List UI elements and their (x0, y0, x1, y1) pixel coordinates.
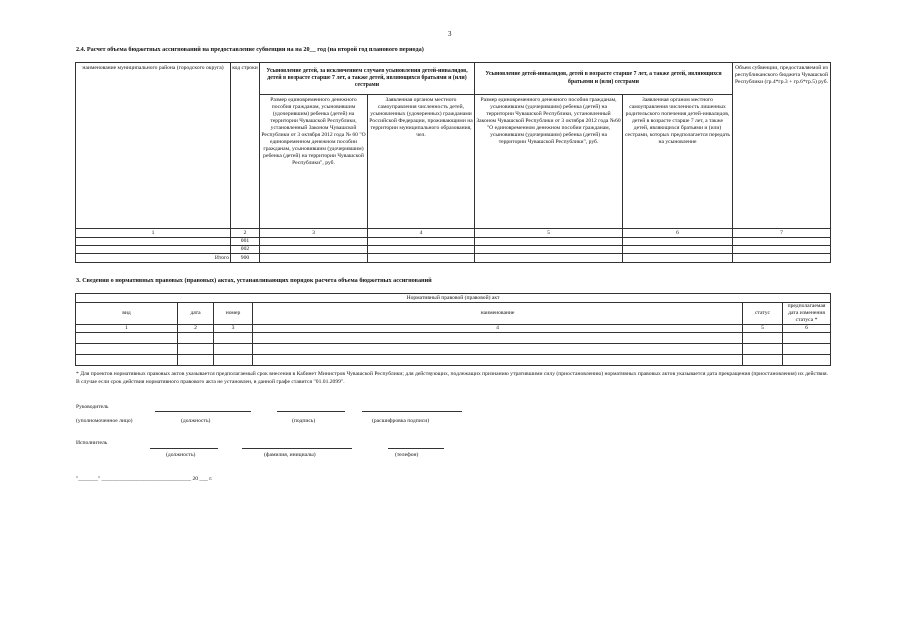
table-row (76, 238, 831, 246)
head-sub-label: (уполномоченное лицо) (76, 418, 133, 424)
col-total-header: Объем субвенции, предоставляемой из республиканского бюджета Чувашской Республики (гр.4*гр.3 + гр.6*гр.5) руб. (733, 63, 831, 229)
row-code: 900 (231, 254, 260, 263)
col-number: 3 (260, 229, 368, 238)
row-label: Итого (76, 254, 231, 263)
executor-label: Исполнитель (76, 440, 108, 446)
column-numbers-row (76, 324, 831, 332)
col-header: наименование (253, 303, 743, 325)
table-row (76, 343, 831, 354)
col-number: 7 (733, 229, 831, 238)
col-header: вид (76, 303, 178, 325)
section-2-4-title: 2.4. Расчет объема бюджетных ассигнований на предоставление субвенции на на 20__ год (на второй год планового периода) (76, 46, 424, 53)
executor-position-line (150, 448, 218, 449)
sub3-header: Размер единовременного денежного пособия гражданам, усыновившим (удочерившим) ребенка (детей) на территории Чувашской Республики, установленный Законом Чувашской Республики от 3 октября 2012 года № 60 "О единовременном денежном пособии гражданам, усыновившим (удочерившим) ребенка (детей) на территории Чувашской Республики", руб. (260, 95, 368, 229)
col-number: 5 (475, 229, 623, 238)
col-area-header: наименование муниципального района (городского округа) (76, 63, 231, 229)
footnote: * Для проектов нормативных правовых актов указывается предполагаемый срок внесения в Кабинет Министров Чувашской Республики; для действующих, подлежащих признанию утратившими силу (приостановлению) нормативных правовых актов указывается дата прекращения (приостановления) их действия. В случае если срок действия нормативного правового акта не установлен, в данной графе ставится "01.01.2099". (76, 371, 829, 386)
col-number: 1 (76, 229, 231, 238)
row-label (76, 238, 231, 246)
signature-line (277, 411, 345, 412)
act-header: Нормативный правовой (правовой) акт (76, 294, 831, 303)
col-header: предполагаемая дата изменения статуса * (783, 303, 831, 325)
row-label (76, 246, 231, 254)
phone-caption: (телефон) (395, 452, 419, 458)
group1-header: Усыновление детей, за исключением случаев усыновления детей-инвалидов, детей в возрасте старше 7 лет, а также детей, являющихся братьями и (или) сестрами (260, 63, 475, 95)
col-number: 2 (231, 229, 260, 238)
sub5-header: Размер единовременного денежного пособия гражданам, усыновившим (удочерившим) ребенка (детей) на территории Чувашской Республики, установленный Законом Чувашской Республики от 3 октября 2012 года №60 "О единовременном денежном пособии гражданам, усыновившим (удочерившим) ребенка (детей) на территории Чувашской Республики", руб. (475, 95, 623, 229)
col-header: дата (178, 303, 214, 325)
sub6-header: Заявленная органом местного самоуправления численность лишенных родительского попечения детей-инвалидов, детей в возрасте старше 7 лет, а также детей, являющихся братьями и (или) сестрами, которых предполагается передать на усыновление (623, 95, 733, 229)
col-header: статус (743, 303, 783, 325)
executor-position-caption: (должность) (166, 452, 196, 458)
fio-caption: (фамилия, инициалы) (264, 452, 316, 458)
section-3-title: 3. Сведения о нормативных правовых (правовых) актах, устанавливающих порядок расчета объема бюджетных ассигнований (76, 277, 432, 284)
signature-caption: (подпись) (292, 418, 316, 424)
column-numbers-row (76, 229, 831, 238)
col-number: 3 (214, 324, 253, 332)
col-number: 4 (253, 324, 743, 332)
group2-header: Усыновление детей-инвалидов, детей в возрасте старше 7 лет, а также детей, являющихся братьями и (или) сестрами (475, 63, 733, 95)
col-number: 6 (783, 324, 831, 332)
date-line: "_______" ________________________________ 20 ___ г. (76, 476, 213, 482)
col-number: 2 (178, 324, 214, 332)
decoding-caption: (расшифровка подписи) (372, 418, 430, 424)
table-row (76, 246, 831, 254)
col-code-header: код строки (231, 63, 260, 229)
table-row (76, 354, 831, 365)
row-code: 001 (231, 238, 260, 246)
legal-acts-table (75, 293, 831, 366)
col-header: номер (214, 303, 253, 325)
decoding-line (362, 411, 462, 412)
table-row (76, 332, 831, 343)
row-code: 002 (231, 246, 260, 254)
sub4-header: Заявленная органом местного самоуправления численность детей, усыновленных (удочеренных) гражданами Российской Федерации, проживающими на территории муниципального образования, чел. (368, 95, 475, 229)
executor-phone-line (388, 448, 444, 449)
executor-fio-line (242, 448, 352, 449)
head-label: Руководитель (76, 404, 109, 410)
col-number: 1 (76, 324, 178, 332)
position-caption: (должность) (181, 418, 211, 424)
position-line (155, 411, 251, 412)
col-number: 4 (368, 229, 475, 238)
page-number: 3 (448, 30, 452, 38)
col-number: 6 (623, 229, 733, 238)
col-number: 5 (743, 324, 783, 332)
total-row (76, 254, 831, 263)
subvention-table (75, 62, 831, 263)
